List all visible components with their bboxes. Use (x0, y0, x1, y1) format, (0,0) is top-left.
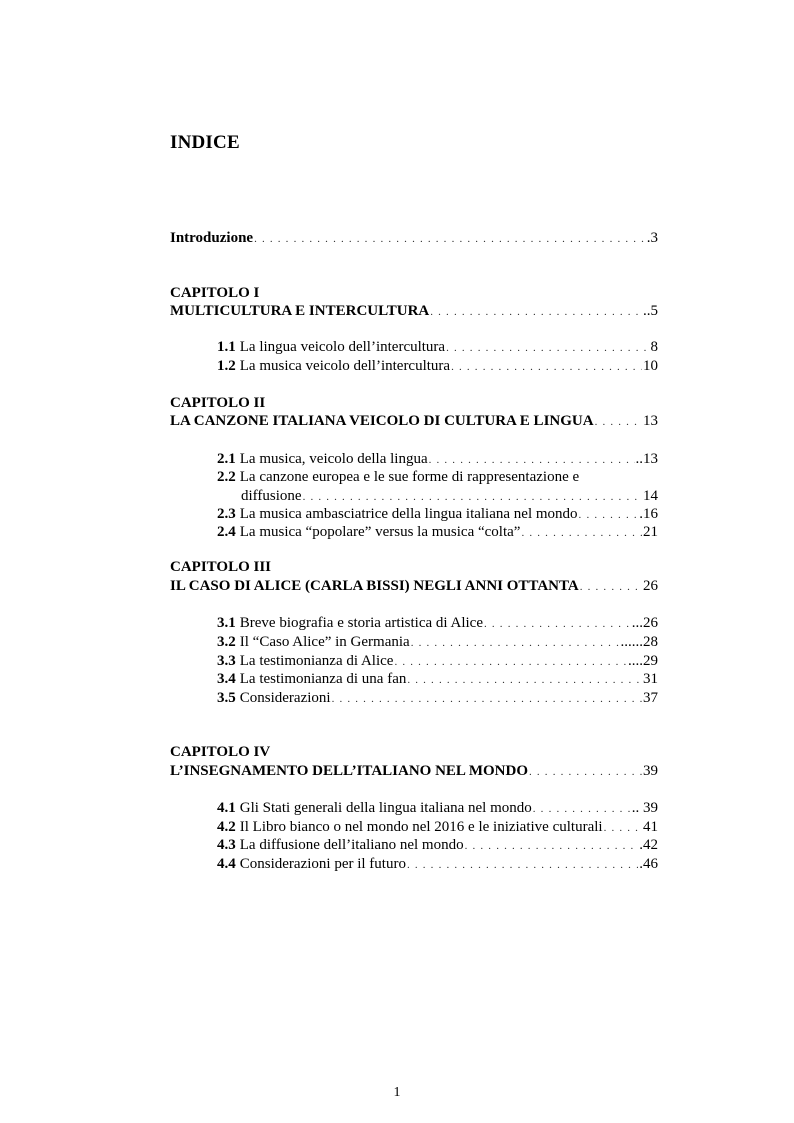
toc-page: .16 (639, 506, 658, 522)
section-number: 1.2 (217, 358, 236, 374)
section-label: La testimonianza di Alice (239, 653, 394, 669)
toc-page: ....29 (628, 653, 658, 669)
toc-entry-section (217, 357, 658, 376)
page-title: INDICE (170, 132, 240, 153)
page-number: 1 (393, 1085, 401, 1100)
toc-entry-section (217, 505, 658, 524)
section-label: Il Libro bianco o nel mondo nel 2016 e le iniziative culturali (239, 819, 603, 835)
section-number: 2.2 (217, 469, 236, 485)
toc-page: ..13 (635, 451, 658, 467)
toc-entry-section (217, 633, 658, 652)
section-label: Gli Stati generali della lingua italiana nel mondo (239, 800, 532, 816)
toc-entry-section (217, 523, 658, 542)
toc-entry-section (217, 450, 658, 469)
leader-dots (529, 763, 642, 781)
toc-page: 13 (643, 413, 658, 429)
toc-page: 8 (650, 339, 658, 355)
section-label-continued: diffusione (241, 488, 302, 504)
section-label: La testimonianza di una fan (239, 671, 407, 687)
toc-page: .46 (639, 856, 658, 872)
toc-page: 10 (643, 358, 658, 374)
section-number: 3.1 (217, 615, 236, 631)
section-number: 4.2 (217, 819, 236, 835)
toc-page: 41 (643, 819, 658, 835)
section-label: La diffusione dell’italiano nel mondo (239, 837, 464, 853)
section-label: Breve biografia e storia artistica di Alice (239, 615, 483, 631)
toc-page: 14 (643, 488, 658, 504)
chapter-title: IL CASO DI ALICE (CARLA BISSI) NEGLI ANNI OTTANTA (170, 578, 579, 594)
section-number: 2.1 (217, 451, 236, 467)
toc-label: Introduzione (170, 230, 254, 246)
section-number: 4.3 (217, 837, 236, 853)
toc-page: .3 (646, 230, 658, 246)
toc-entry-section (217, 818, 658, 837)
section-label: La musica veicolo dell’intercultura (239, 358, 451, 374)
section-number: 2.3 (217, 506, 236, 522)
section-number: 3.2 (217, 634, 236, 650)
section-label: La canzone europea e le sue forme di rappresentazione e (239, 469, 580, 485)
toc-entry-section (217, 836, 658, 855)
leader-dots (465, 837, 639, 855)
leader-dots (411, 634, 620, 652)
toc-entry-chapter (170, 762, 658, 781)
toc-entry-chapter (170, 302, 658, 321)
section-label: La musica, veicolo della lingua (239, 451, 428, 467)
toc-entry-section (217, 338, 658, 357)
leader-dots (332, 690, 642, 708)
chapter-title: LA CANZONE ITALIANA VEICOLO DI CULTURA E LINGUA (170, 413, 594, 429)
chapter-title: L’INSEGNAMENTO DELL’ITALIANO NEL MONDO (170, 763, 528, 779)
section-number: 2.4 (217, 524, 236, 540)
toc-entry-section (217, 468, 658, 486)
toc-entry-chapter (170, 577, 658, 596)
leader-dots (533, 800, 631, 818)
section-label: La musica ambasciatrice della lingua italiana nel mondo (239, 506, 578, 522)
toc-page: ...26 (631, 615, 658, 631)
section-number: 4.1 (217, 800, 236, 816)
section-label: Considerazioni (239, 690, 331, 706)
chapter-heading: CAPITOLO IV (170, 744, 271, 760)
toc-page: 26 (643, 578, 658, 594)
toc-entry-section (217, 689, 658, 708)
chapter-heading: CAPITOLO II (170, 395, 266, 411)
leader-dots (429, 451, 635, 469)
leader-dots (604, 819, 642, 837)
toc-entry-section (217, 855, 658, 874)
leader-dots (580, 578, 642, 596)
toc-page: 31 (643, 671, 658, 687)
leader-dots (595, 413, 642, 431)
toc-entry-section-continued (241, 487, 658, 506)
toc-page: 21 (643, 524, 658, 540)
toc-page: 37 (643, 690, 658, 706)
toc-entry-introduzione (170, 229, 658, 248)
leader-dots (579, 506, 639, 524)
leader-dots (394, 653, 627, 671)
toc-page: .. 39 (631, 800, 658, 816)
leader-dots (446, 339, 649, 357)
toc-entry-section (217, 799, 658, 818)
toc-entry-section (217, 670, 658, 689)
leader-dots (407, 856, 638, 874)
toc-entry-section (217, 614, 658, 633)
toc-entry-chapter (170, 412, 658, 431)
section-label: La lingua veicolo dell’intercultura (239, 339, 446, 355)
chapter-heading: CAPITOLO III (170, 559, 272, 575)
section-number: 1.1 (217, 339, 236, 355)
leader-dots (254, 230, 646, 248)
section-label: La musica “popolare” versus la musica “colta” (239, 524, 521, 540)
chapter-heading: CAPITOLO I (170, 285, 260, 301)
leader-dots (303, 488, 642, 506)
toc-page: ..5 (643, 303, 658, 319)
toc-page: .42 (639, 837, 658, 853)
leader-dots (451, 358, 642, 376)
section-label: Il “Caso Alice” in Germania (239, 634, 410, 650)
section-number: 3.5 (217, 690, 236, 706)
section-label: Considerazioni per il futuro (239, 856, 406, 872)
toc-page: 39 (643, 763, 658, 779)
leader-dots (484, 615, 631, 633)
toc-page: ......28 (620, 634, 658, 650)
section-number: 3.3 (217, 653, 236, 669)
leader-dots (430, 303, 642, 321)
leader-dots (521, 524, 642, 542)
chapter-title: MULTICULTURA E INTERCULTURA (170, 303, 430, 319)
section-number: 3.4 (217, 671, 236, 687)
toc-entry-section (217, 652, 658, 671)
section-number: 4.4 (217, 856, 236, 872)
leader-dots (407, 671, 642, 689)
